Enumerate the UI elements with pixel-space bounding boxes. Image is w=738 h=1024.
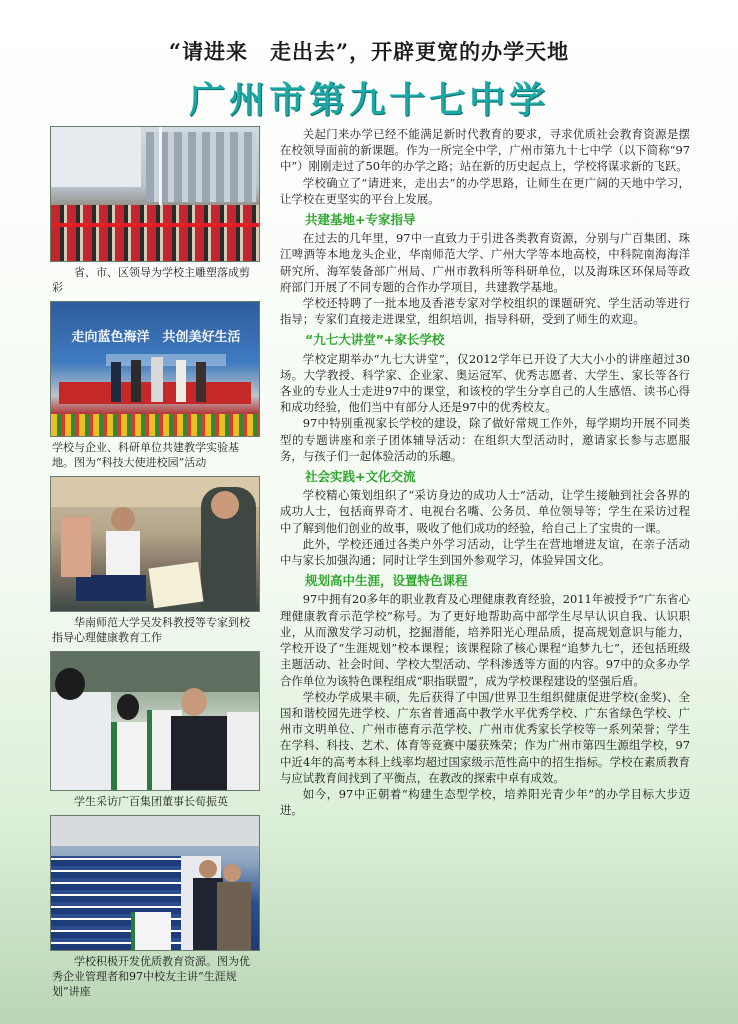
paragraph: 学校确立了“请进来，走出去”的办学思路，让师生在更广阔的天地中学习，让学校在更坚实的平台上发展。	[280, 175, 690, 206]
paragraph: 如今，97中正朝着“构建生态型学校，培养阳光青少年”的办学目标大步迈进。	[280, 786, 690, 818]
caption-ribbon-cutting: 省、市、区领导为学校主雕塑落成剪彩	[52, 266, 250, 294]
school-name: 广州市第九十七中学	[188, 80, 549, 121]
section-heading: 社会实践+文化交流	[305, 469, 416, 485]
photo-student-interview	[50, 651, 260, 791]
paragraph: 此外，学校还通过各类户外学习活动，让学生在营地增进友谊，在亲子活动中与家长加强沟通；同时让学生到国外参观学习，体验异国文化。	[280, 536, 690, 568]
section-heading: “九七大讲堂”+家长学校	[305, 332, 445, 348]
paragraph: 学校办学成果丰硕，先后获得了中国/世界卫生组织健康促进学校(金奖)、全国和谐校园先进学校、广东省普通高中教学水平优秀学校、广东省绿色学校、广州市文明单位、广州市德育示范学校、广州市优秀家长学校等一系列荣誉；学生在学科、科技、艺术、体育等竞赛中屡获殊荣；作为广州市第四生源组学校，97中近4年的高考本科上线率均超过国家级示范性高中的招生指标。学校在素质教育与应试教育间找到了平衡点，在教改的探索中卓有成效。	[280, 689, 690, 785]
paragraph: 97中拥有20多年的职业教育及心理健康教育经验，2011年被授予“广东省心理健康教育示范学校”称号。为了更好地帮助高中部学生尽早认识自我、认识职业，从而激发学习动机，挖掘潜能，培养阳光心理品质，提高规划意识与能力，学校开设了“生涯规划”校本课程；该课程除了核心课程“追梦九七”，还包括班级主题活动、社会时间、学校大型活动、学科渗透等方面的内容。97中的众多办学合作单位为该特色课程组成“职指联盟”，成为学校课程建设的坚强后盾。	[280, 592, 690, 688]
paragraph: 在过去的几年里，97中一直致力于引进各类教育资源，分别与广百集团、珠江啤酒等本地龙头企业，华南师范大学、广州大学等本地高校，中科院南海海洋研究所、海军装备部广州局、广州市教科所等科研单位，以及海珠区环保局等政府部门开展了不同专题的合作办学项目，共建教学基地。	[280, 231, 690, 294]
caption-career-lecture: 学校积极开发优质教育资源。图为优秀企业管理者和97中校友主讲“生涯规划”讲座	[52, 955, 250, 998]
banner-text: 走向蓝色海洋 共创美好生活	[71, 330, 241, 345]
paragraph: 学校定期举办“九七大讲堂”，仅2012学年已开设了大大小小的讲座超过30场。大学教授、科学家、企业家、奥运冠军、优秀志愿者、大学生、家长等各行各业的专业人士走进97中的课堂，和该校的学生分享自己的人生感悟、读书心得和成功经验，他们当中有部分人还是97中的优秀校友。	[280, 351, 690, 415]
headline: “请进来 走出去”，开辟更宽的办学天地	[168, 39, 570, 64]
caption-student-interview: 学生采访广百集团董事长荀振英	[74, 795, 228, 808]
paragraph: 关起门来办学已经不能满足新时代教育的要求，寻求优质社会教育资源是摆在校领导面前的新课题。作为一所完全中学，广州市第九十七中学（以下简称“97中”）刚刚走过了50年的办学之路；站在新的历史起点上，学校将谋求新的飞跃。	[280, 127, 690, 174]
caption-science-event: 学校与企业、科研单位共建教学实验基地。图为“科技大使进校园”活动	[52, 441, 239, 469]
section-heading: 规划高中生涯，设置特色课程	[305, 573, 468, 589]
photo-career-lecture	[50, 815, 260, 951]
photo-science-event	[50, 301, 260, 437]
photo-column	[50, 126, 260, 999]
paragraph: 97中特别重视家长学校的建设，除了做好常规工作外，每学期均开展不同类型的专题讲座和亲子团体辅导活动：在组织大型活动时，邀请家长参与志愿服务，与孩子们一起体验活动的乐趣。	[280, 416, 690, 463]
paragraph: 学校还特聘了一批本地及香港专家对学校组织的课题研究、学生活动等进行指导；专家们直接走进课堂，组织培训，指导科研，受到了师生的欢迎。	[280, 296, 690, 327]
photo-ribbon-cutting	[50, 126, 260, 262]
caption-professor-visit: 华南师范大学吴发科教授等专家到校指导心理健康教育工作	[52, 616, 250, 644]
section-heading: 共建基地+专家指导	[305, 212, 416, 228]
photo-professor-visit	[50, 476, 260, 612]
article-body	[280, 126, 690, 818]
paragraph: 学校精心策划组织了“采访身边的成功人士”活动，让学生接触到社会各界的成功人士，包括商界奇才、电视台名嘴、公务员、单位领导等；学生在采访过程中了解到他们创业的故事，吸收了他们成功的经验，给自己上了宝贵的一课。	[280, 488, 690, 535]
